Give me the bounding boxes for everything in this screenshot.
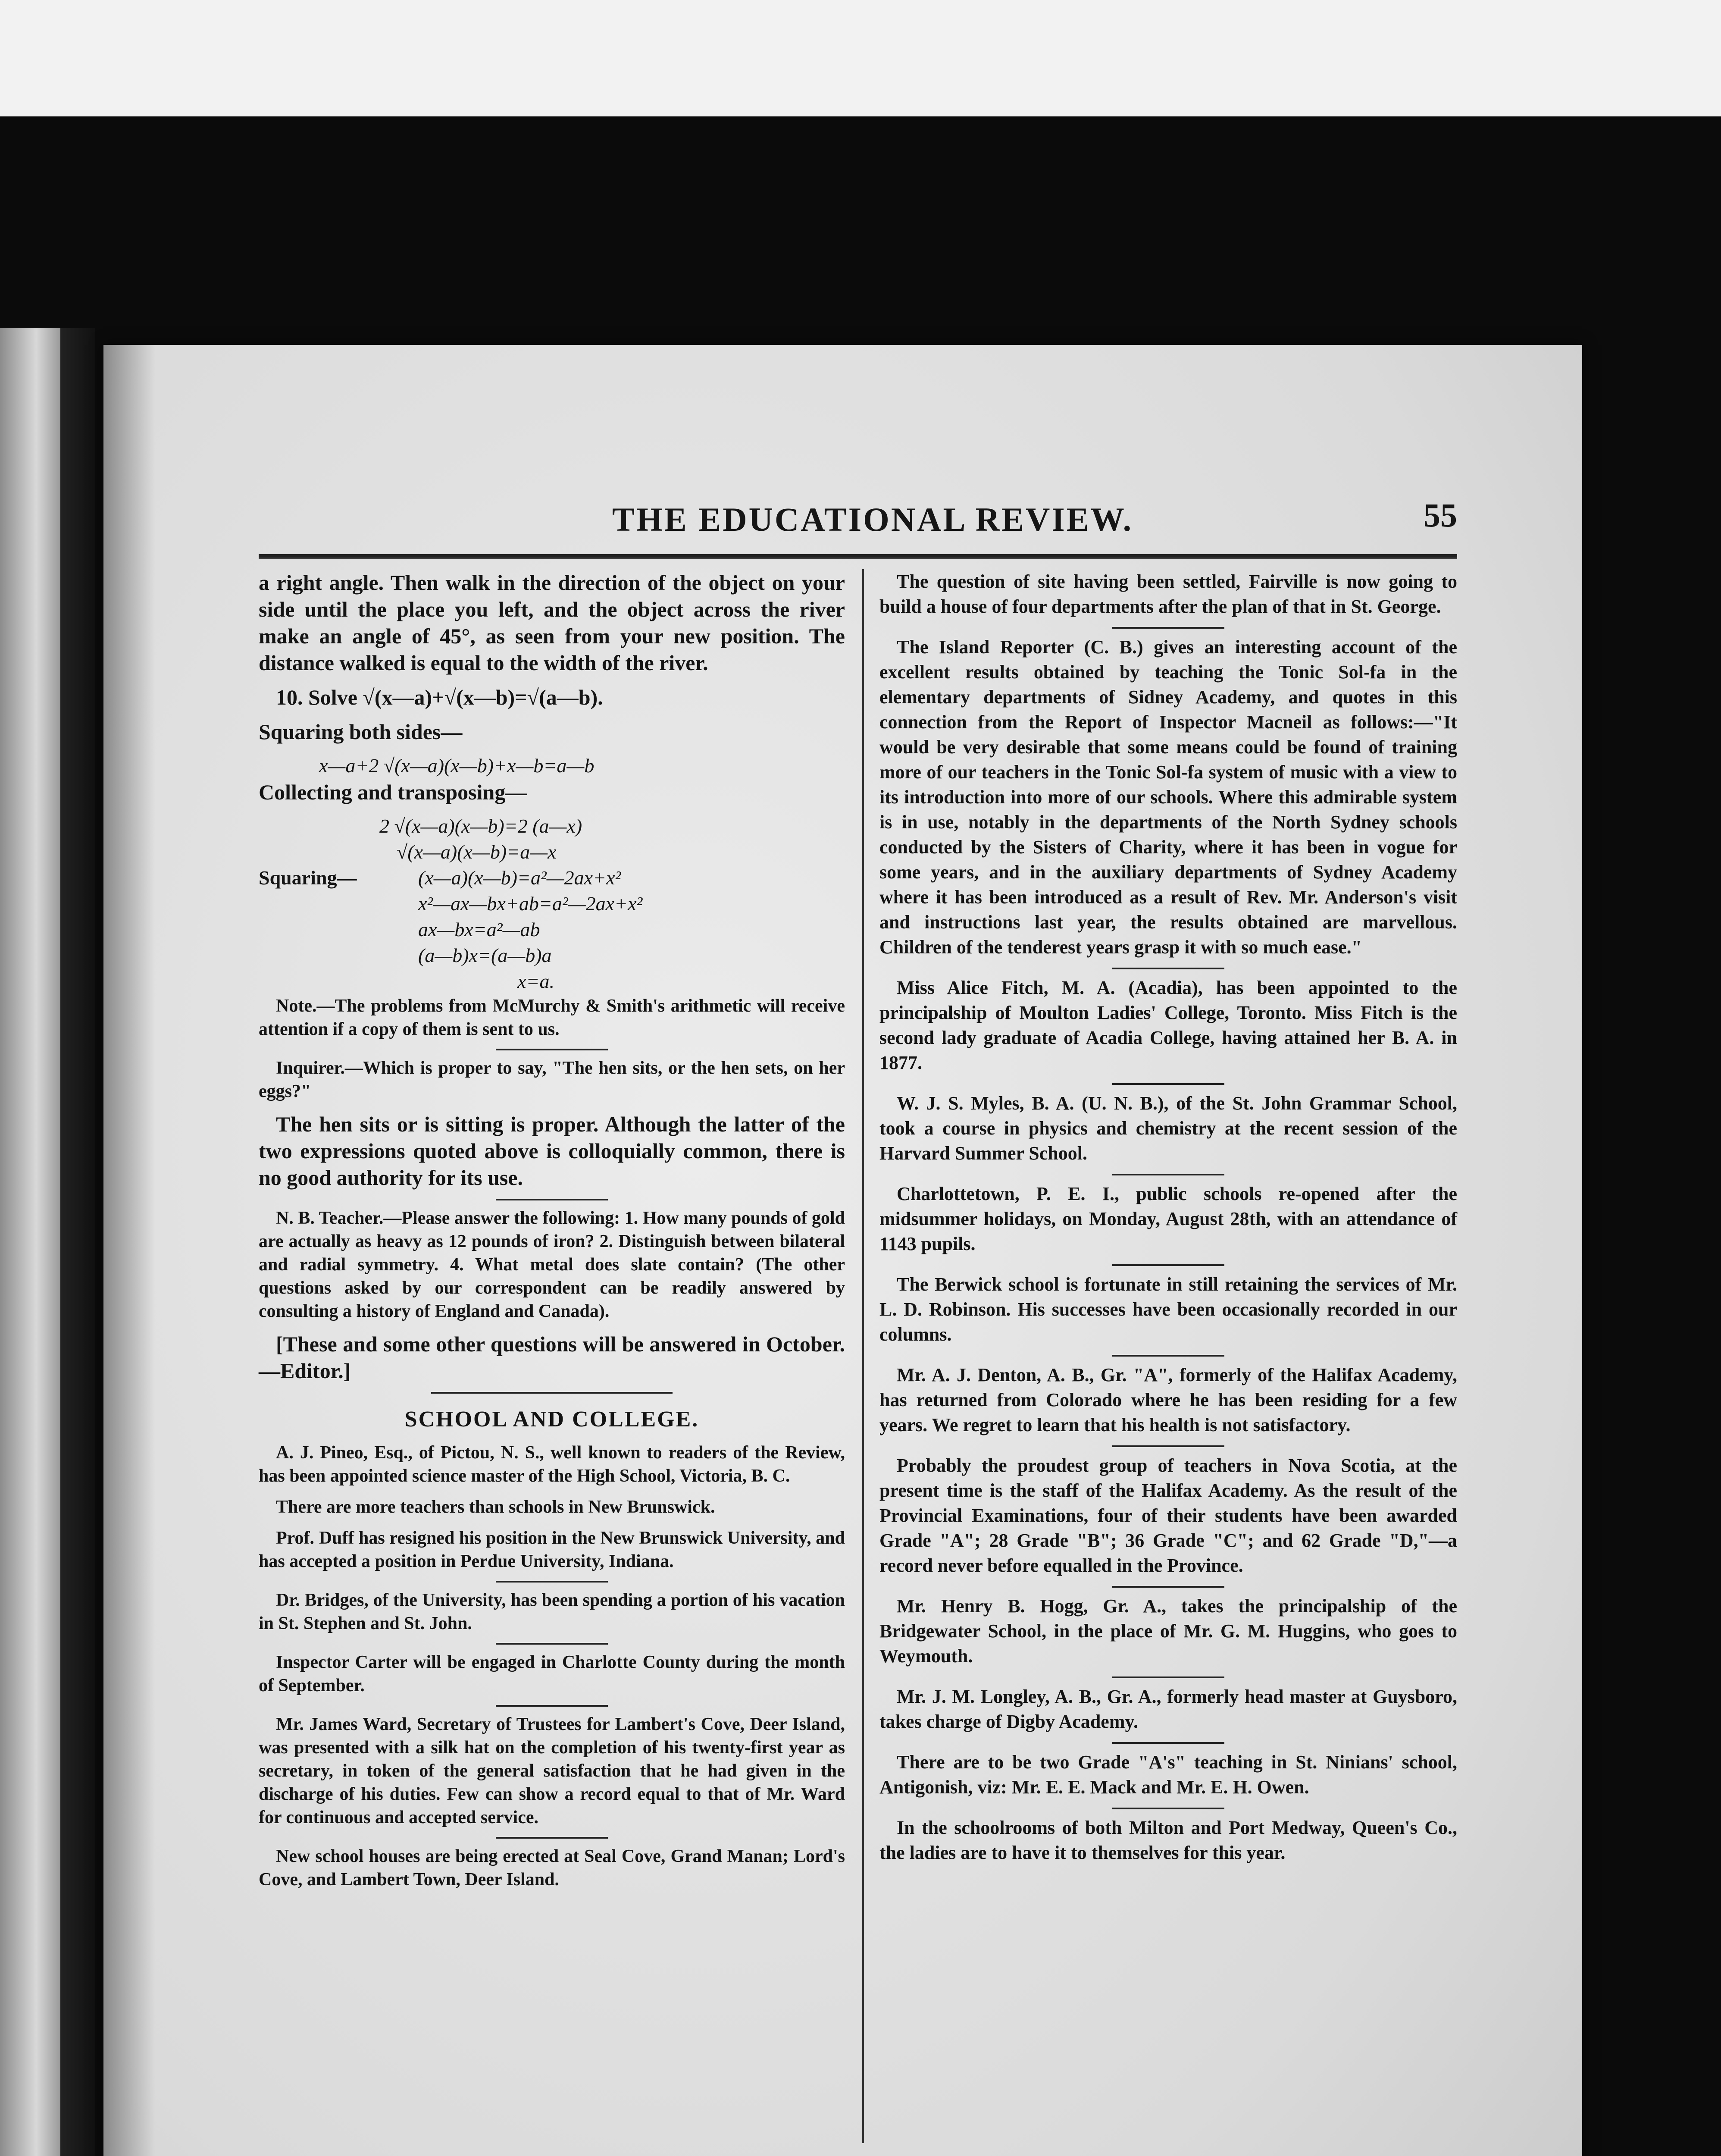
separator-rule bbox=[496, 1199, 608, 1200]
news-item: Mr. A. J. Denton, A. B., Gr. "A", formerly of the Halifax Academy, has returned from Colorado where he has been residing for a few years. We regret to learn that his health is not satisfactory. bbox=[879, 1364, 1457, 1435]
page-gutter bbox=[60, 328, 95, 2156]
separator-rule bbox=[1112, 1264, 1224, 1266]
news-item: Mr. J. M. Longley, A. B., Gr. A., formerly head master at Guysboro, takes charge of Digby Academy. bbox=[879, 1686, 1457, 1732]
equation-6: ax—bx=a²—ab bbox=[418, 918, 540, 940]
squaring-label: Squaring— bbox=[259, 867, 357, 889]
facing-page-edge bbox=[0, 328, 60, 2156]
editor-reply: [These and some other questions will be answered in October.—Editor.] bbox=[259, 1332, 845, 1383]
news-item: There are more teachers than schools in New Brunswick. bbox=[276, 1497, 715, 1517]
news-item: The question of site having been settled, Fairville is now going to build a house of four departments after the plan of that in St. George. bbox=[879, 571, 1457, 617]
news-item: Dr. Bridges, of the University, has been spending a portion of his vacation in St. Stephen and St. John. bbox=[259, 1590, 845, 1633]
right-column bbox=[879, 569, 1457, 2156]
news-item: The Berwick school is fortunate in still retaining the services of Mr. L. D. Robinson. His successes have been occasionally recorded in our columns. bbox=[879, 1274, 1457, 1345]
equation-1: x—a+2 √(x—a)(x—b)+x—b=a—b bbox=[319, 755, 595, 777]
separator-rule bbox=[1112, 968, 1224, 969]
separator-rule bbox=[1112, 1808, 1224, 1809]
left-column bbox=[259, 569, 845, 2156]
news-item: Inspector Carter will be engaged in Charlotte County during the month of September. bbox=[259, 1652, 845, 1695]
problem-10: 10. Solve √(x—a)+√(x—b)=√(a—b). bbox=[276, 685, 603, 709]
equation-7: (a—b)x=(a—b)a bbox=[418, 944, 552, 966]
separator-rule bbox=[496, 1837, 608, 1839]
news-item: Charlottetown, P. E. I., public schools re-opened after the midsummer holidays, on Monday, August 28th, with an attendance of 1143 pupils. bbox=[879, 1183, 1457, 1254]
separator-rule bbox=[496, 1581, 608, 1583]
equation-8: x=a. bbox=[517, 970, 554, 992]
news-item: Mr. Henry B. Hogg, Gr. A., takes the principalship of the Bridgewater School, in the place of Mr. G. M. Huggins, who goes to Weymouth. bbox=[879, 1595, 1457, 1667]
equation-4: (x—a)(x—b)=a²—2ax+x² bbox=[418, 867, 621, 889]
equation-3: √(x—a)(x—b)=a—x bbox=[397, 841, 557, 863]
news-item: A. J. Pineo, Esq., of Pictou, N. S., well known to readers of the Review, has been appointed science master of the High School, Victoria, B. C. bbox=[259, 1443, 845, 1486]
news-item: New school houses are being erected at Seal Cove, Grand Manan; Lord's Cove, and Lambert Town, Deer Island. bbox=[259, 1846, 845, 1890]
binding-shadow bbox=[103, 345, 155, 2156]
news-item: Probably the proudest group of teachers in Nova Scotia, at the present time is the staff of the Halifax Academy. As the result of the Provincial Examinations, four of their students have been awarded Grade "A"; 28 Grade "B"; 36 Grade "C"; and 62 Grade "D,"—a record never before equalled in the Province. bbox=[879, 1455, 1457, 1576]
news-item: There are to be two Grade "A's" teaching in St. Ninians' school, Antigonish, viz: Mr. E. E. Mack and Mr. E. H. Owen. bbox=[879, 1752, 1457, 1798]
teacher-question: N. B. Teacher.—Please answer the following: 1. How many pounds of gold are actually as heavy as 12 pounds of iron? 2. Distinguish between bilateral and radial symmetry. 4. What metal does slate contain? (The other questions asked by our correspondent can be readily answered by consulting a history of England and Canada). bbox=[259, 1208, 845, 1321]
separator-rule bbox=[1112, 1677, 1224, 1678]
separator-rule bbox=[496, 1705, 608, 1707]
separator-rule bbox=[496, 1049, 608, 1050]
news-item: Prof. Duff has resigned his position in the New Brunswick University, and has accepted a position in Perdue University, Indiana. bbox=[259, 1528, 845, 1571]
separator-rule bbox=[1112, 1445, 1224, 1447]
page-number: 55 bbox=[1424, 496, 1457, 534]
separator-rule bbox=[1112, 1083, 1224, 1085]
inquirer-question: Inquirer.—Which is proper to say, "The hen sits, or the hen sets, on her eggs?" bbox=[259, 1058, 845, 1101]
separator-rule bbox=[1112, 1586, 1224, 1588]
page-header bbox=[276, 496, 1457, 548]
note-paragraph: Note.—The problems from McMurchy & Smith's arithmetic will receive attention if a copy of them is sent to us. bbox=[259, 996, 845, 1039]
equation-5: x²—ax—bx+ab=a²—2ax+x² bbox=[418, 893, 643, 915]
intro-paragraph: a right angle. Then walk in the direction of the object on your side until the place you left, and the object across the river make an angle of 45°, as seen from your new position. The distance walked is equal to the width of the river. bbox=[259, 570, 845, 675]
collecting-label: Collecting and transposing— bbox=[259, 780, 527, 804]
news-item: Miss Alice Fitch, M. A. (Acadia), has been appointed to the principalship of Moulton Ladies' College, Toronto. Miss Fitch is the second lady graduate of Acadia College, having attained her B. A. in 1877. bbox=[879, 977, 1457, 1073]
separator-rule bbox=[1112, 1174, 1224, 1175]
separator-rule bbox=[1112, 627, 1224, 629]
column-divider bbox=[862, 569, 864, 2143]
separator-rule bbox=[1112, 1742, 1224, 1744]
section-rule bbox=[431, 1392, 673, 1394]
squaring-both-label: Squaring both sides— bbox=[259, 720, 463, 744]
journal-title: THE EDUCATIONAL REVIEW. bbox=[612, 501, 1133, 538]
news-item: W. J. S. Myles, B. A. (U. N. B.), of the St. John Grammar School, took a course in physics and chemistry at the recent session of the Harvard Summer School. bbox=[879, 1093, 1457, 1164]
news-item: The Island Reporter (C. B.) gives an interesting account of the excellent results obtained by teaching the Tonic Sol-fa in the elementary departments of Sidney Academy, and quotes in this connection from the Report of Inspector Macneil as follows:—"It would be very desirable that some means could be found of training more of our teachers in the Tonic Sol-fa system of music with a view to its introduction into more of our schools. Where this admirable system is in use, notably in the departments of the North Sydney schools conducted by the Sisters of Charity, where it has been in vogue for some years, and in the auxiliary departments of Sydney Academy where it has been introduced as a result of Rev. Mr. Anderson's visit and instructions last year, the results obtained are marvellous. Children of the tenderest years grasp it with so much ease." bbox=[879, 636, 1457, 958]
inquirer-answer: The hen sits or is sitting is proper. Although the latter of the two expressions quoted above is colloquially common, there is no good authority for its use. bbox=[259, 1112, 845, 1190]
separator-rule bbox=[1112, 1355, 1224, 1357]
section-heading: SCHOOL AND COLLEGE. bbox=[404, 1407, 699, 1432]
news-item: Mr. James Ward, Secretary of Trustees for Lambert's Cove, Deer Island, was presented with a silk hat on the completion of his twenty-first year as secretary, in token of the general satisfaction that he had given in the discharge of his duties. Few can show a record equal to that of Mr. Ward for continuous and accepted service. bbox=[259, 1714, 845, 1827]
equation-2: 2 √(x—a)(x—b)=2 (a—x) bbox=[379, 815, 582, 837]
news-item: In the schoolrooms of both Milton and Port Medway, Queen's Co., the ladies are to have it to themselves for this year. bbox=[879, 1817, 1457, 1863]
header-rule bbox=[259, 554, 1457, 559]
separator-rule bbox=[496, 1643, 608, 1645]
film-border-top bbox=[0, 0, 1721, 116]
